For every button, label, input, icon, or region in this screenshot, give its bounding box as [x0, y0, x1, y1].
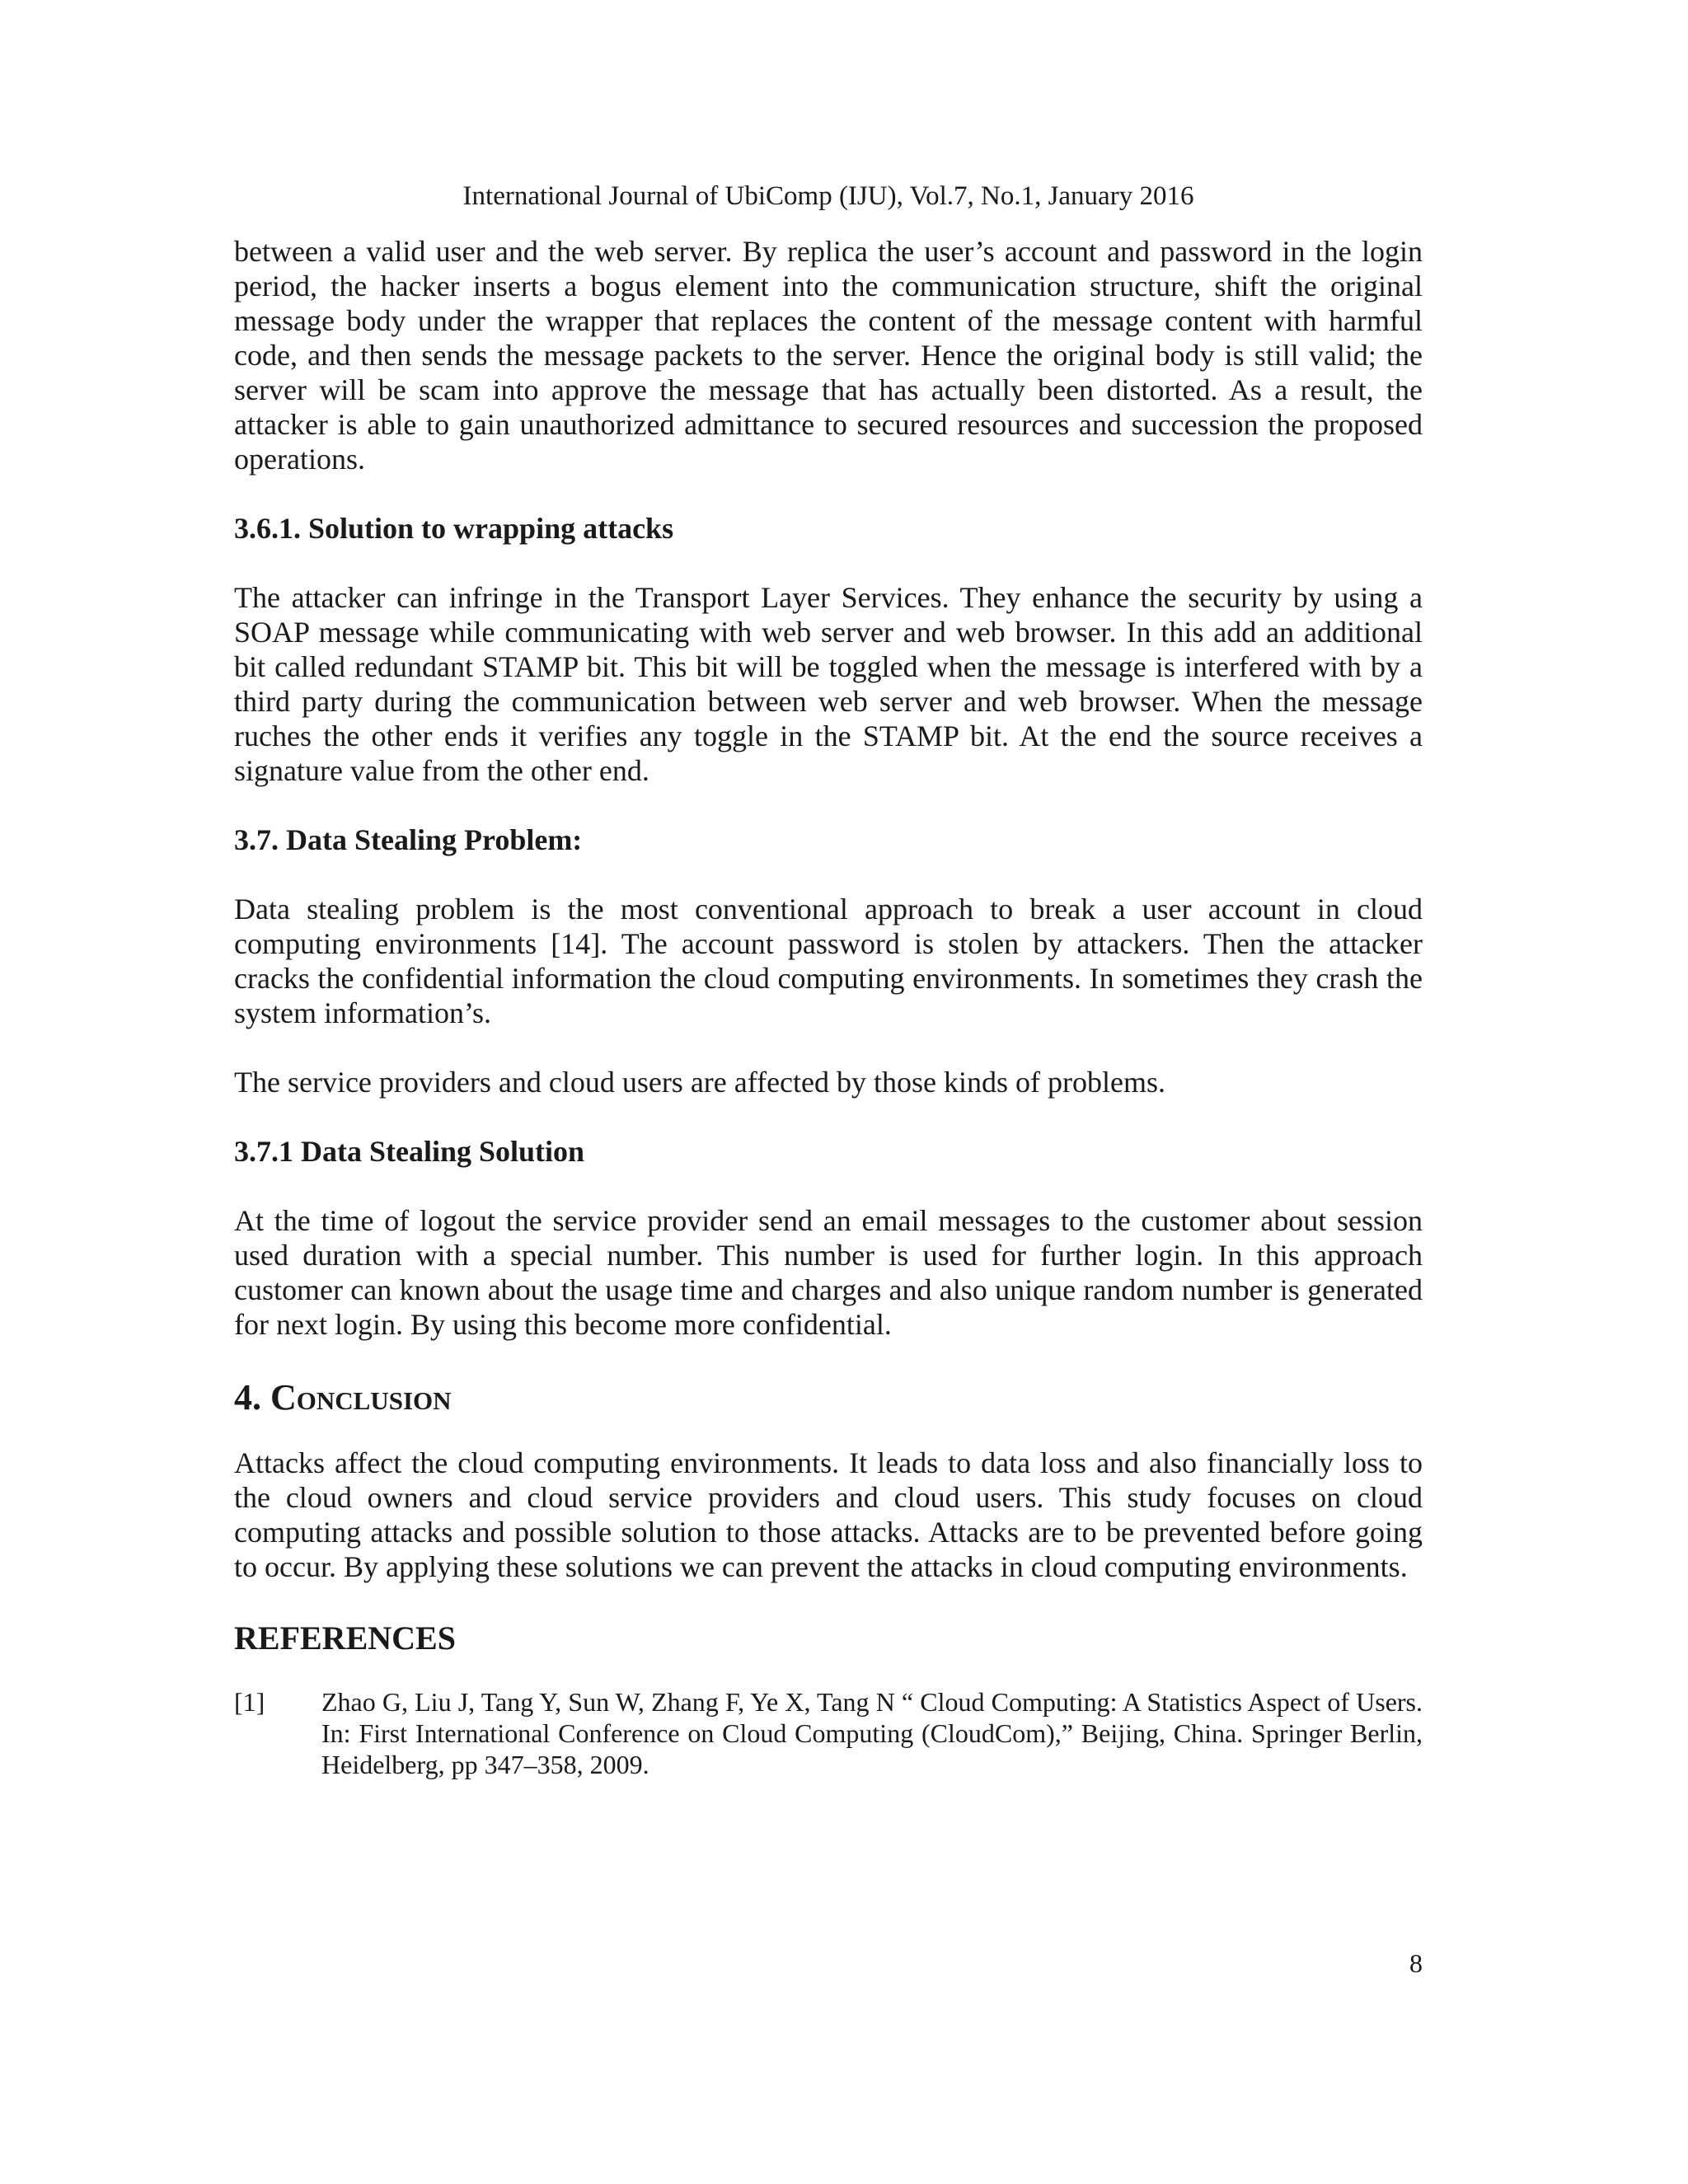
- section-3-7-heading: 3.7. Data Stealing Problem:: [234, 823, 583, 856]
- running-header: International Journal of UbiComp (IJU), Vol.7, No.1, January 2016: [462, 181, 1194, 211]
- section-3-7-1-paragraph: At the time of logout the service provider send an email messages to the customer about session used duration with a special number. This number is used for further login. In this approach customer can known about the usage time and charges and also unique random number is generated for next login. By using this become more confidential.: [234, 1204, 1423, 1341]
- reference-text: Zhao G, Liu J, Tang Y, Sun W, Zhang F, Ye X, Tang N “ Cloud Computing: A Statistics Aspect of Users. In: First International Conference on Cloud Computing (CloudCom),” Beijing, China. Springer Berlin, Heidelberg, pp 347–358, 2009.: [321, 1687, 1423, 1779]
- section-3-6-1-heading: 3.6.1. Solution to wrapping attacks: [234, 512, 674, 545]
- conclusion-paragraph: Attacks affect the cloud computing environments. It leads to data loss and also financially loss to the cloud owners and cloud service providers and cloud users. This study focuses on cloud computing attacks and possible solution to those attacks. Attacks are to be prevented before going to occur. By applying these solutions we can prevent the attacks in cloud computing environments.: [234, 1446, 1423, 1583]
- page-number: 8: [1409, 1948, 1423, 1978]
- section-3-7-1-heading: 3.7.1 Data Stealing Solution: [234, 1135, 585, 1168]
- section-3-7-paragraph-2: The service providers and cloud users are affected by those kinds of problems.: [234, 1066, 1165, 1099]
- reference-item: [234, 1686, 1423, 1780]
- conclusion-heading: 4. Conclusion: [234, 1377, 452, 1418]
- intro-paragraph: between a valid user and the web server. By replica the user’s account and password in the login period, the hacker inserts a bogus element into the communication structure, shift the original message body under the wrapper that replaces the content of the message content with harmful code, and then sends the message packets to the server. Hence the original body is still valid; the server will be scam into approve the message that has actually been distorted. As a result, the attacker is able to gain unauthorized admittance to secured resources and succession the proposed operations.: [234, 235, 1423, 476]
- section-3-6-1-paragraph: The attacker can infringe in the Transport Layer Services. They enhance the security by using a SOAP message while communicating with web server and web browser. In this add an additional bit called redundant STAMP bit. This bit will be toggled when the message is interfered with by a third party during the communication between web server and web browser. When the message ruches the other ends it verifies any toggle in the STAMP bit. At the end the source receives a signature value from the other end.: [234, 581, 1423, 787]
- page-content: [234, 234, 1423, 1780]
- reference-number: [1]: [234, 1687, 265, 1717]
- references-heading: REFERENCES: [234, 1619, 456, 1657]
- section-3-7-paragraph-1: Data stealing problem is the most conventional approach to break a user account in cloud computing environments [14]. The account password is stolen by attackers. Then the attacker cracks the confidential information the cloud computing environments. In sometimes they crash the system information’s.: [234, 893, 1423, 1029]
